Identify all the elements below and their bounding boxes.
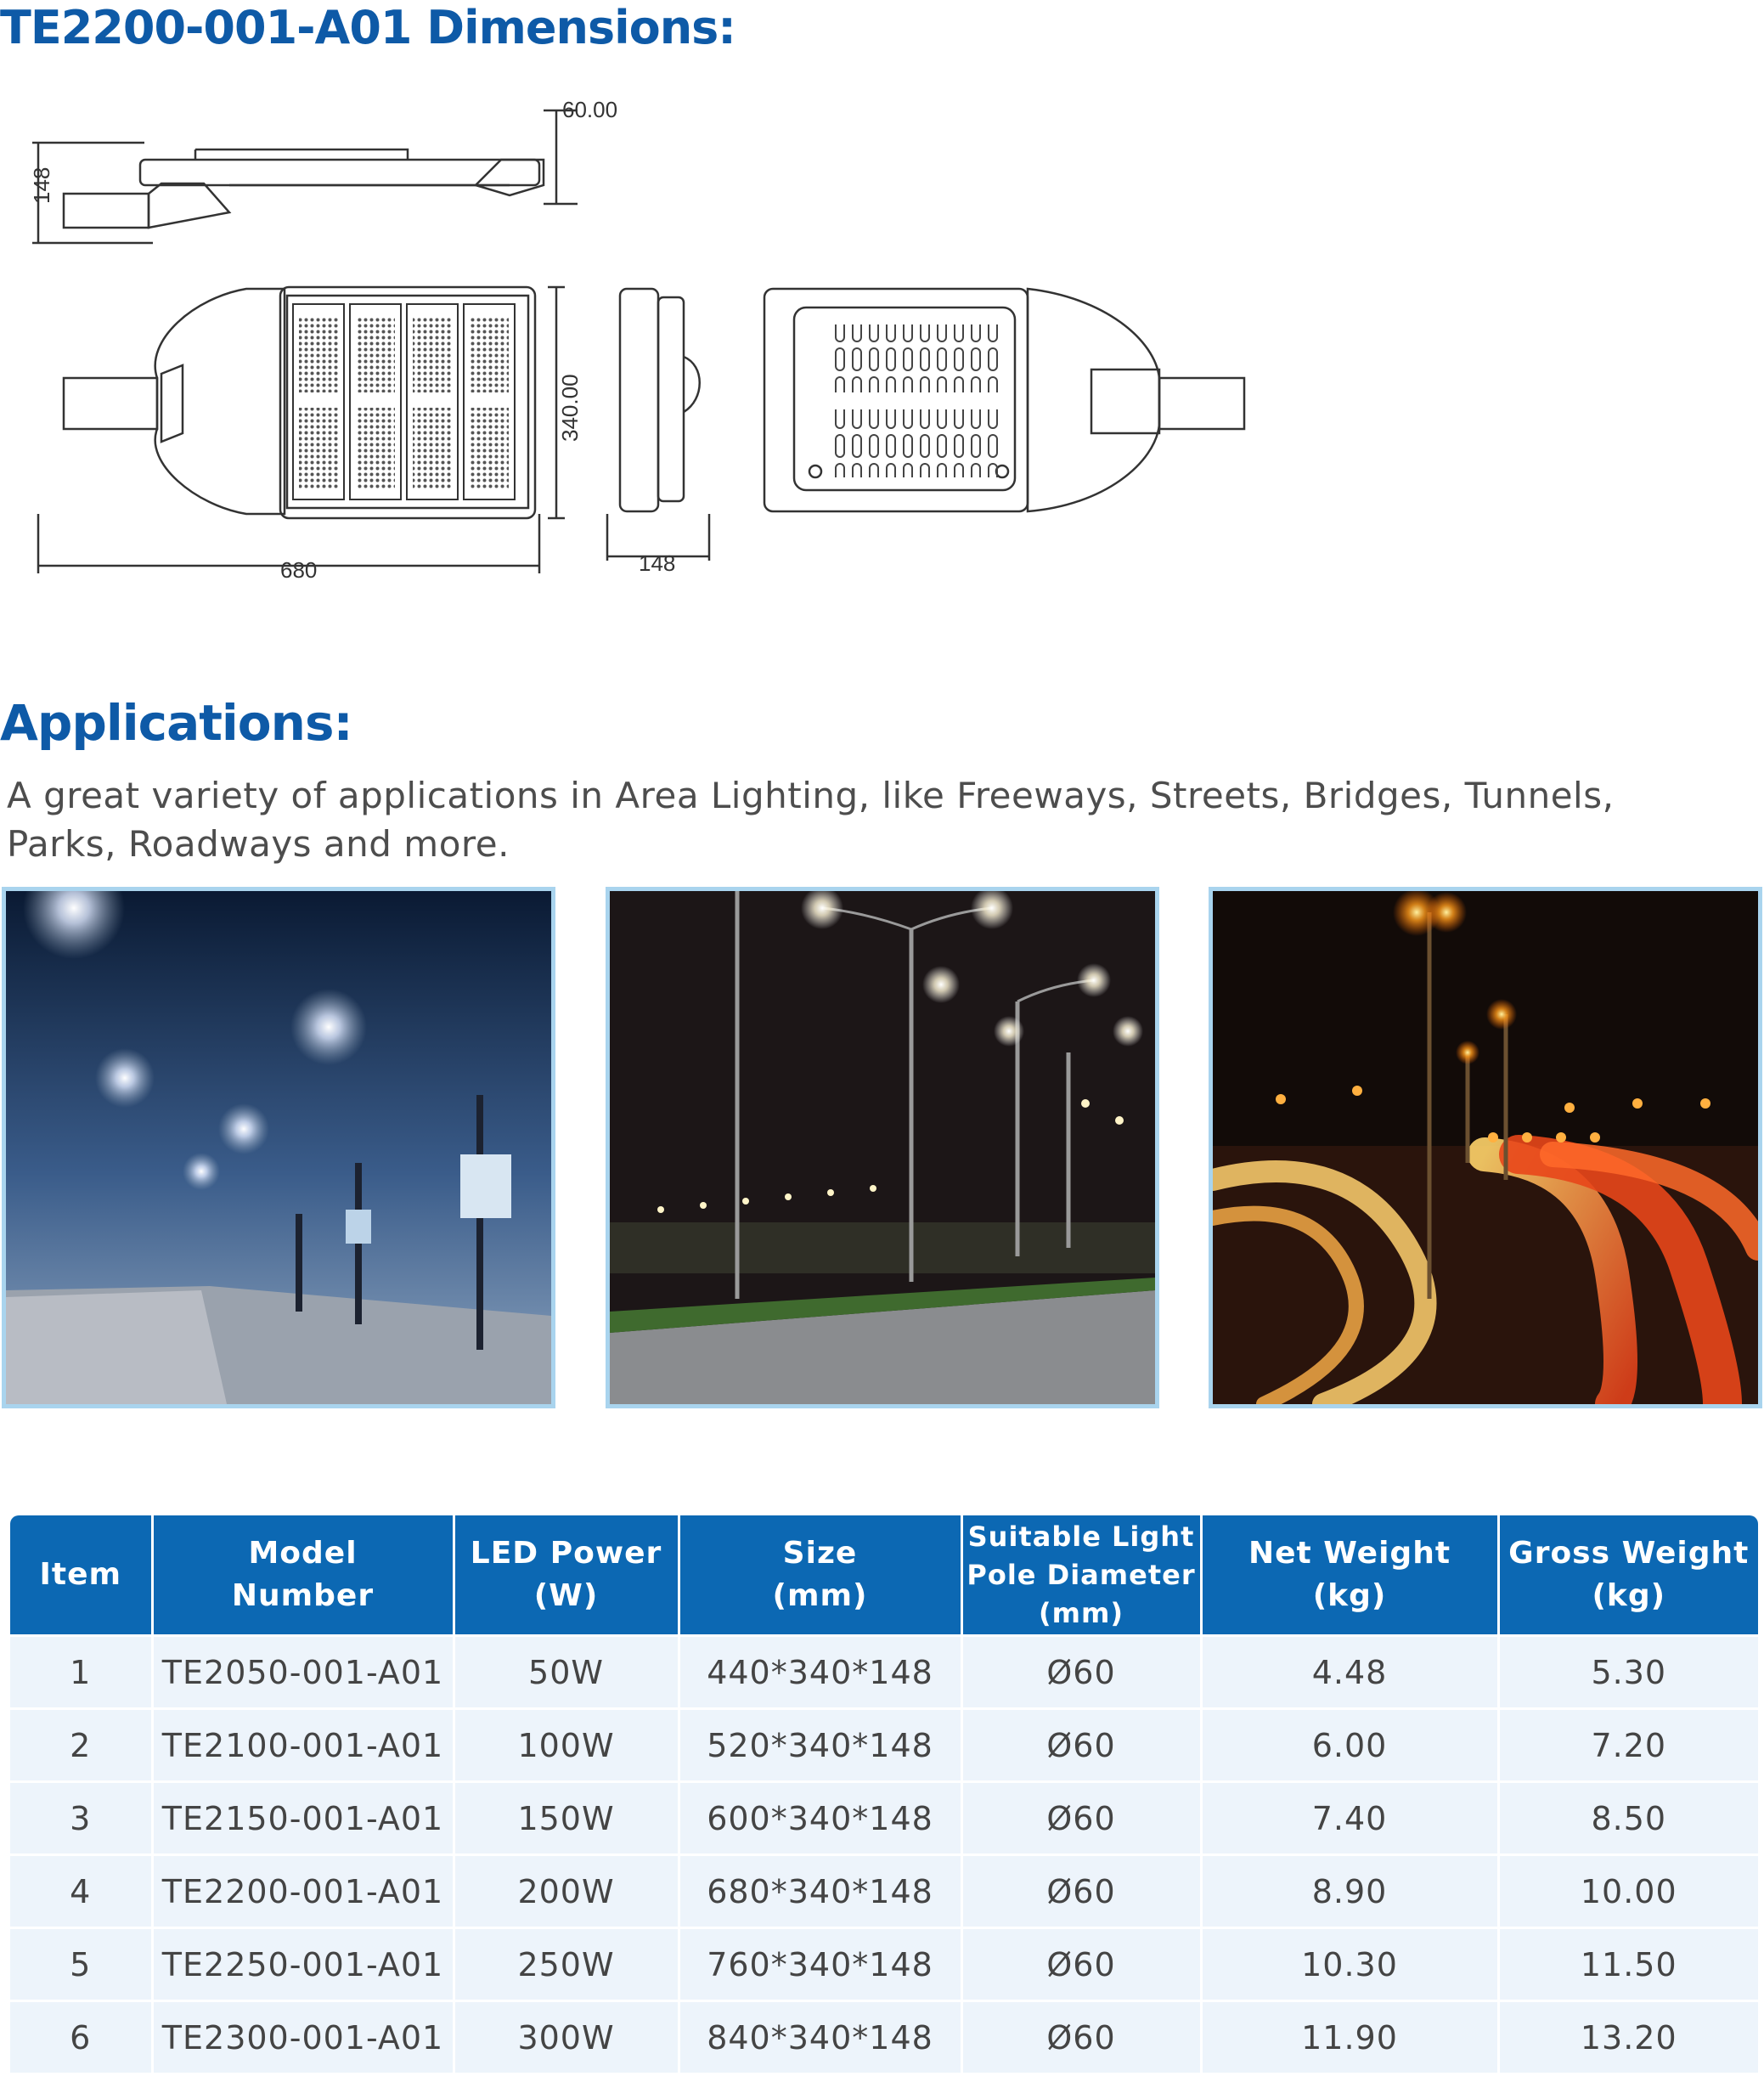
- bottom-view: [764, 289, 1244, 511]
- header-pole-diameter: Suitable Light Pole Diameter (mm): [961, 1515, 1201, 1636]
- cell-gross-weight: 13.20: [1498, 2001, 1758, 2074]
- cell-pole-diameter: Ø60: [961, 1855, 1201, 1928]
- cell-model-number: TE2250-001-A01: [152, 1928, 454, 2001]
- cell-model-number: TE2150-001-A01: [152, 1782, 454, 1855]
- cell-net-weight: 6.00: [1201, 1709, 1498, 1782]
- cell-gross-weight: 10.00: [1498, 1855, 1758, 1928]
- cell-model-number: TE2050-001-A01: [152, 1636, 454, 1709]
- header-model-number: Model Number: [152, 1515, 454, 1636]
- header-size: Size (mm): [679, 1515, 961, 1636]
- header-gross-weight: Gross Weight (kg): [1498, 1515, 1758, 1636]
- cell-led-power: 250W: [454, 1928, 679, 2001]
- cell-item: 4: [10, 1855, 152, 1928]
- cell-net-weight: 8.90: [1201, 1855, 1498, 1928]
- cell-net-weight: 10.30: [1201, 1928, 1498, 2001]
- table-row: [10, 1709, 1758, 1782]
- cell-gross-weight: 11.50: [1498, 1928, 1758, 2001]
- cell-gross-weight: 7.20: [1498, 1709, 1758, 1782]
- cell-net-weight: 11.90: [1201, 2001, 1498, 2074]
- cell-gross-weight: 5.30: [1498, 1636, 1758, 1709]
- cell-pole-diameter: Ø60: [961, 1928, 1201, 2001]
- end-view: [607, 289, 709, 561]
- label-depth: 148: [639, 550, 676, 576]
- cell-gross-weight: 8.50: [1498, 1782, 1758, 1855]
- cell-led-power: 300W: [454, 2001, 679, 2074]
- applications-title: Applications:: [0, 694, 352, 752]
- bottom-fins: [832, 324, 1002, 477]
- side-view: [32, 110, 578, 243]
- label-side-height: 148: [29, 166, 54, 204]
- cell-model-number: TE2100-001-A01: [152, 1709, 454, 1782]
- cell-item: 5: [10, 1928, 152, 2001]
- cell-size: 440*340*148: [679, 1636, 961, 1709]
- table-header-row: [10, 1515, 1758, 1636]
- cell-size: 760*340*148: [679, 1928, 961, 2001]
- header-item: Item: [10, 1515, 152, 1636]
- cell-pole-diameter: Ø60: [961, 1782, 1201, 1855]
- cell-pole-diameter: Ø60: [961, 1709, 1201, 1782]
- cell-led-power: 50W: [454, 1636, 679, 1709]
- label-top-offset: 60.00: [562, 97, 618, 122]
- label-length: 680: [280, 557, 318, 583]
- cell-led-power: 150W: [454, 1782, 679, 1855]
- cell-size: 680*340*148: [679, 1855, 961, 1928]
- cell-model-number: TE2200-001-A01: [152, 1855, 454, 1928]
- application-photo-highway: [606, 887, 1159, 1408]
- application-photo-freeway: [1209, 887, 1762, 1408]
- applications-description: A great variety of applications in Area Lighting, like Freeways, Streets, Bridges, Tunnels, Parks, Roadways and more.: [7, 775, 1615, 865]
- cell-pole-diameter: Ø60: [961, 2001, 1201, 2074]
- table-row: [10, 1636, 1758, 1709]
- cell-item: 6: [10, 2001, 152, 2074]
- application-photo-street: [2, 887, 555, 1408]
- table-row: [10, 1782, 1758, 1855]
- header-led-power: LED Power (W): [454, 1515, 679, 1636]
- cell-net-weight: 7.40: [1201, 1782, 1498, 1855]
- dimensions-title: TE2200-001-A01 Dimensions:: [0, 1, 735, 54]
- cell-size: 520*340*148: [679, 1709, 961, 1782]
- table-row: [10, 2001, 1758, 2074]
- cell-size: 840*340*148: [679, 2001, 961, 2074]
- led-modules: [293, 304, 515, 499]
- cell-net-weight: 4.48: [1201, 1636, 1498, 1709]
- header-net-weight: Net Weight (kg): [1201, 1515, 1498, 1636]
- cell-led-power: 200W: [454, 1855, 679, 1928]
- table-row: [10, 1928, 1758, 2001]
- cell-item: 1: [10, 1636, 152, 1709]
- cell-item: 2: [10, 1709, 152, 1782]
- spec-table: [10, 1515, 1758, 2073]
- label-width: 340.00: [557, 374, 583, 442]
- cell-size: 600*340*148: [679, 1782, 961, 1855]
- table-row: [10, 1855, 1758, 1928]
- cell-item: 3: [10, 1782, 152, 1855]
- cell-led-power: 100W: [454, 1709, 679, 1782]
- cell-pole-diameter: Ø60: [961, 1636, 1201, 1709]
- dimension-drawing: [0, 85, 1291, 595]
- cell-model-number: TE2300-001-A01: [152, 2001, 454, 2074]
